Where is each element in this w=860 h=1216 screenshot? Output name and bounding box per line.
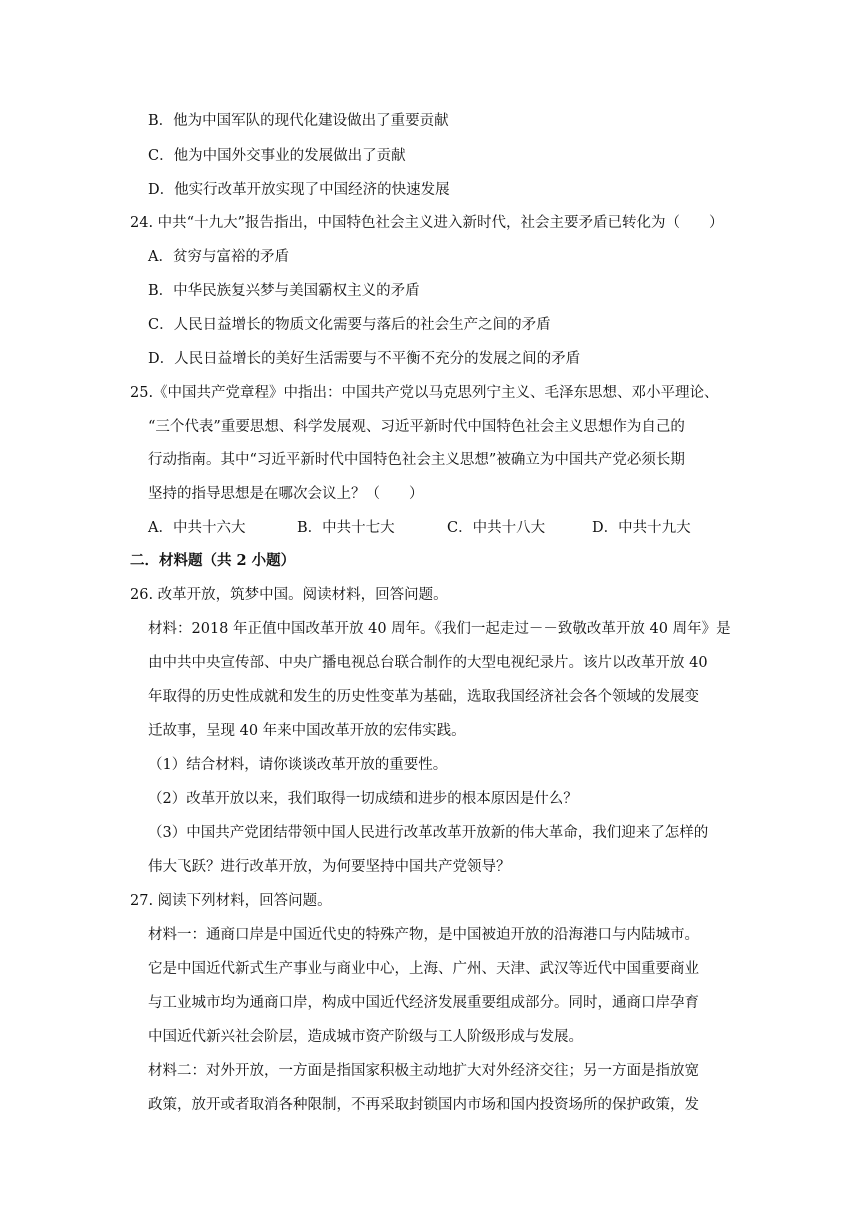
q25-option-a: A．中共十六大 — [148, 520, 246, 536]
q26-material-line-2: 由中共中央宣传部、中央广播电视总台联合制作的大型电视纪录片。该片以改革开放 40 — [148, 655, 708, 671]
q25-stem-line-3: 行动指南。其中“习近平新时代中国特色社会主义思想”被确立为中国共产党必须长期 — [148, 452, 685, 468]
q25-stem-line-4: 坚持的指导思想是在哪次会议上？（ ） — [148, 486, 424, 502]
q25-option-b: B．中共十七大 — [297, 520, 395, 536]
q26-material-line-3: 年取得的历史性成就和发生的历史性变革为基础，选取我国经济社会各个领域的发展变 — [148, 689, 699, 705]
q27-stem: 27. 阅读下列材料，回答问题。 — [130, 893, 332, 909]
q27-material1-line-1: 材料一：通商口岸是中国近代史的特殊产物，是中国被迫开放的沿海港口与内陆城市。 — [148, 927, 699, 943]
q27-material2-line-2: 政策，放开或者取消各种限制，不再采取封锁国内市场和国内投资场所的保护政策，发 — [148, 1097, 699, 1113]
q23-option-d: D．他实行改革开放实现了中国经济的快速发展 — [148, 182, 450, 198]
q25-option-d: D．中共十九大 — [592, 520, 691, 536]
q24-option-a: A．贫穷与富裕的矛盾 — [148, 249, 289, 265]
q23-option-b: B．他为中国军队的现代化建设做出了重要贡献 — [148, 113, 449, 129]
section-heading: 二．材料题（共 2 小题） — [130, 552, 296, 569]
q27-material2-line-1: 材料二：对外开放，一方面是指国家积极主动地扩大对外经济交往；另一方面是指放宽 — [148, 1063, 699, 1079]
q24-option-d: D．人民日益增长的美好生活需要与不平衡不充分的发展之间的矛盾 — [148, 351, 581, 367]
q26-material-line-4: 迁故事，呈现 40 年来中国改革开放的宏伟实践。 — [148, 723, 466, 739]
q23-option-c: C．他为中国外交事业的发展做出了贡献 — [148, 148, 406, 164]
q26-sub-question-2: （2）改革开放以来，我们取得一切成绩和进步的根本原因是什么？ — [148, 791, 578, 807]
q26-sub-question-1: （1）结合材料，请你谈谈改革开放的重要性。 — [148, 757, 448, 773]
q27-material1-line-2: 它是中国近代新式生产事业与商业中心，上海、广州、天津、武汉等近代中国重要商业 — [148, 961, 699, 977]
q24-stem: 24. 中共“十九大”报告指出，中国特色社会主义进入新时代，社会主要矛盾已转化为（ ） — [130, 215, 724, 231]
q26-sub-question-3-line-1: （3）中国共产党团结带领中国人民进行改革改革开放新的伟大革命，我们迎来了怎样的 — [148, 825, 709, 841]
q24-option-b: B．中华民族复兴梦与美国霸权主义的矛盾 — [148, 283, 420, 299]
q26-material-line-1: 材料：2018 年正值中国改革开放 40 周年。《我们一起走过－－致敬改革开放 40 周年》是 — [148, 621, 731, 637]
q24-option-c: C．人民日益增长的物质文化需要与落后的社会生产之间的矛盾 — [148, 317, 551, 333]
q25-option-c: C．中共十八大 — [447, 520, 546, 536]
q26-sub-question-3-line-2: 伟大飞跃？进行改革开放，为何要坚持中国共产党领导？ — [148, 859, 511, 875]
q27-material1-line-4: 中国近代新兴社会阶层，造成城市资产阶级与工人阶级形成与发展。 — [148, 1029, 583, 1045]
q26-stem: 26. 改革开放，筑梦中国。阅读材料，回答问题。 — [130, 587, 448, 603]
q25-stem-line-2: “三个代表”重要思想、科学发展观、习近平新时代中国特色社会主义思想作为自己的 — [148, 419, 685, 435]
q27-material1-line-3: 与工业城市均为通商口岸，构成中国近代经济发展重要组成部分。同时，通商口岸孕育 — [148, 995, 699, 1011]
q25-stem-line-1: 25.《中国共产党章程》中指出：中国共产党以马克思列宁主义、毛泽东思想、邓小平理论、 — [130, 385, 719, 401]
